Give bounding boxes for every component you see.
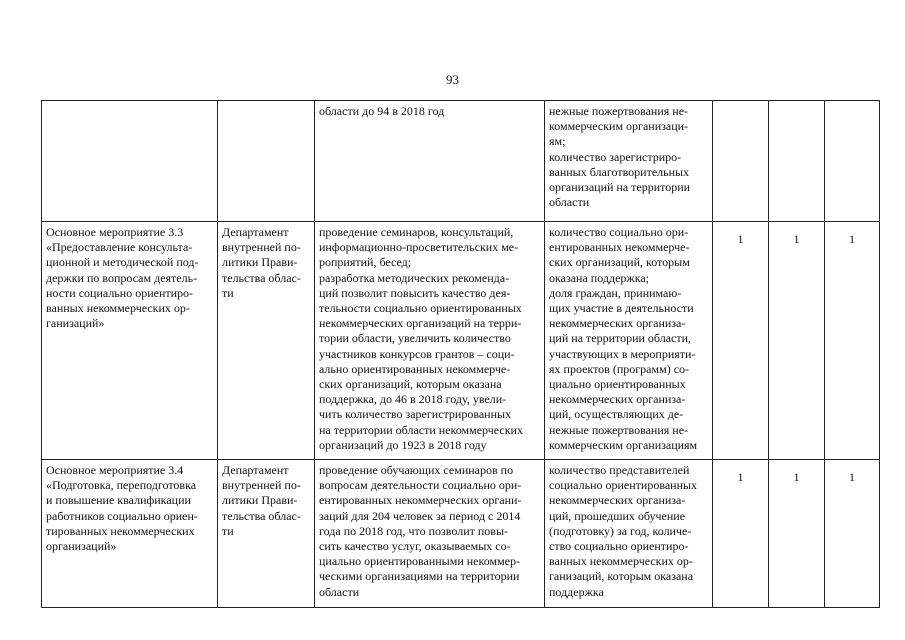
event-cell: Основное мероприятие 3.4 «Подготовка, переподготовка и повышение квалификации работников социально ориен- тированных некоммерческих организаций» xyxy=(42,460,218,608)
table-row xyxy=(42,460,880,608)
indicator-cell: количество представителей социально ориентированных некоммерческих организа- ций, прошедших обучение (подготовку) за год, количе- ство социально ориентиро- ванных некоммерческих ор- ганизаций, которым оказана поддержка xyxy=(545,460,713,608)
result-cell: проведение обучающих семинаров по вопросам деятельности социально ори- ентированных некоммерческих органи- заций для 204 человек за период с 2014 года по 2018 год, что позволит повы- сить качество услуг, оказываемых со- циально ориентированными некоммер- ческими организациями на территории области xyxy=(315,460,545,608)
value-cell-3: 1 xyxy=(825,222,880,460)
indicator-cell: количество социально ори- ентированных некоммерче- ских организаций, которым оказана поддержка; доля граждан, принимаю- щих участие в деятельности некоммерческих организа- ций на территории области, участвующих в мероприяти- ях проектов (программ) со- циально ориентированных некоммерческих организа- ций, осуществляющих де- нежные пожертвования не- коммерческим организациям xyxy=(545,222,713,460)
value-cell-3: 1 xyxy=(825,460,880,608)
result-cell: проведение семинаров, консультаций, информационно-просветительских ме- роприятий, бесед; разработка методических рекоменда- ций позволит повысить качество дея- тельности социально ориентированных некоммерческих организаций на терри- тории области, увеличить количество участников конкурсов грантов – соци- ально ориентированных некоммерче- ских организаций, которым оказана поддержка, до 46 в 2018 году, увели- чить количество зарегистрированных на территории области некоммерческих организаций до 1923 в 2018 году xyxy=(315,222,545,460)
executor-cell: Департамент внутренней по- литики Прави- тельства облас- ти xyxy=(218,222,315,460)
value-cell-2: 1 xyxy=(769,460,825,608)
value-cell-3 xyxy=(825,101,880,222)
value-cell-2: 1 xyxy=(769,222,825,460)
table-row xyxy=(42,101,880,222)
value-cell-1: 1 xyxy=(713,222,769,460)
value-cell-2 xyxy=(769,101,825,222)
value-cell-1: 1 xyxy=(713,460,769,608)
event-cell xyxy=(42,101,218,222)
program-table xyxy=(41,100,880,608)
executor-cell xyxy=(218,101,315,222)
value-cell-1 xyxy=(713,101,769,222)
result-cell: области до 94 в 2018 год xyxy=(315,101,545,222)
event-cell: Основное мероприятие 3.3 «Предоставление консульта- ционной и методической под- держки по вопросам деятель- ности социально ориентиро- ванных некоммерческих ор- ганизаций» xyxy=(42,222,218,460)
indicator-cell: нежные пожертвования не- коммерческим организаци- ям; количество зарегистриро- ванных благотворительных организаций на территории области xyxy=(545,101,713,222)
page-number: 93 xyxy=(446,72,459,87)
executor-cell: Департамент внутренней по- литики Прави- тельства облас- ти xyxy=(218,460,315,608)
table-row xyxy=(42,222,880,460)
